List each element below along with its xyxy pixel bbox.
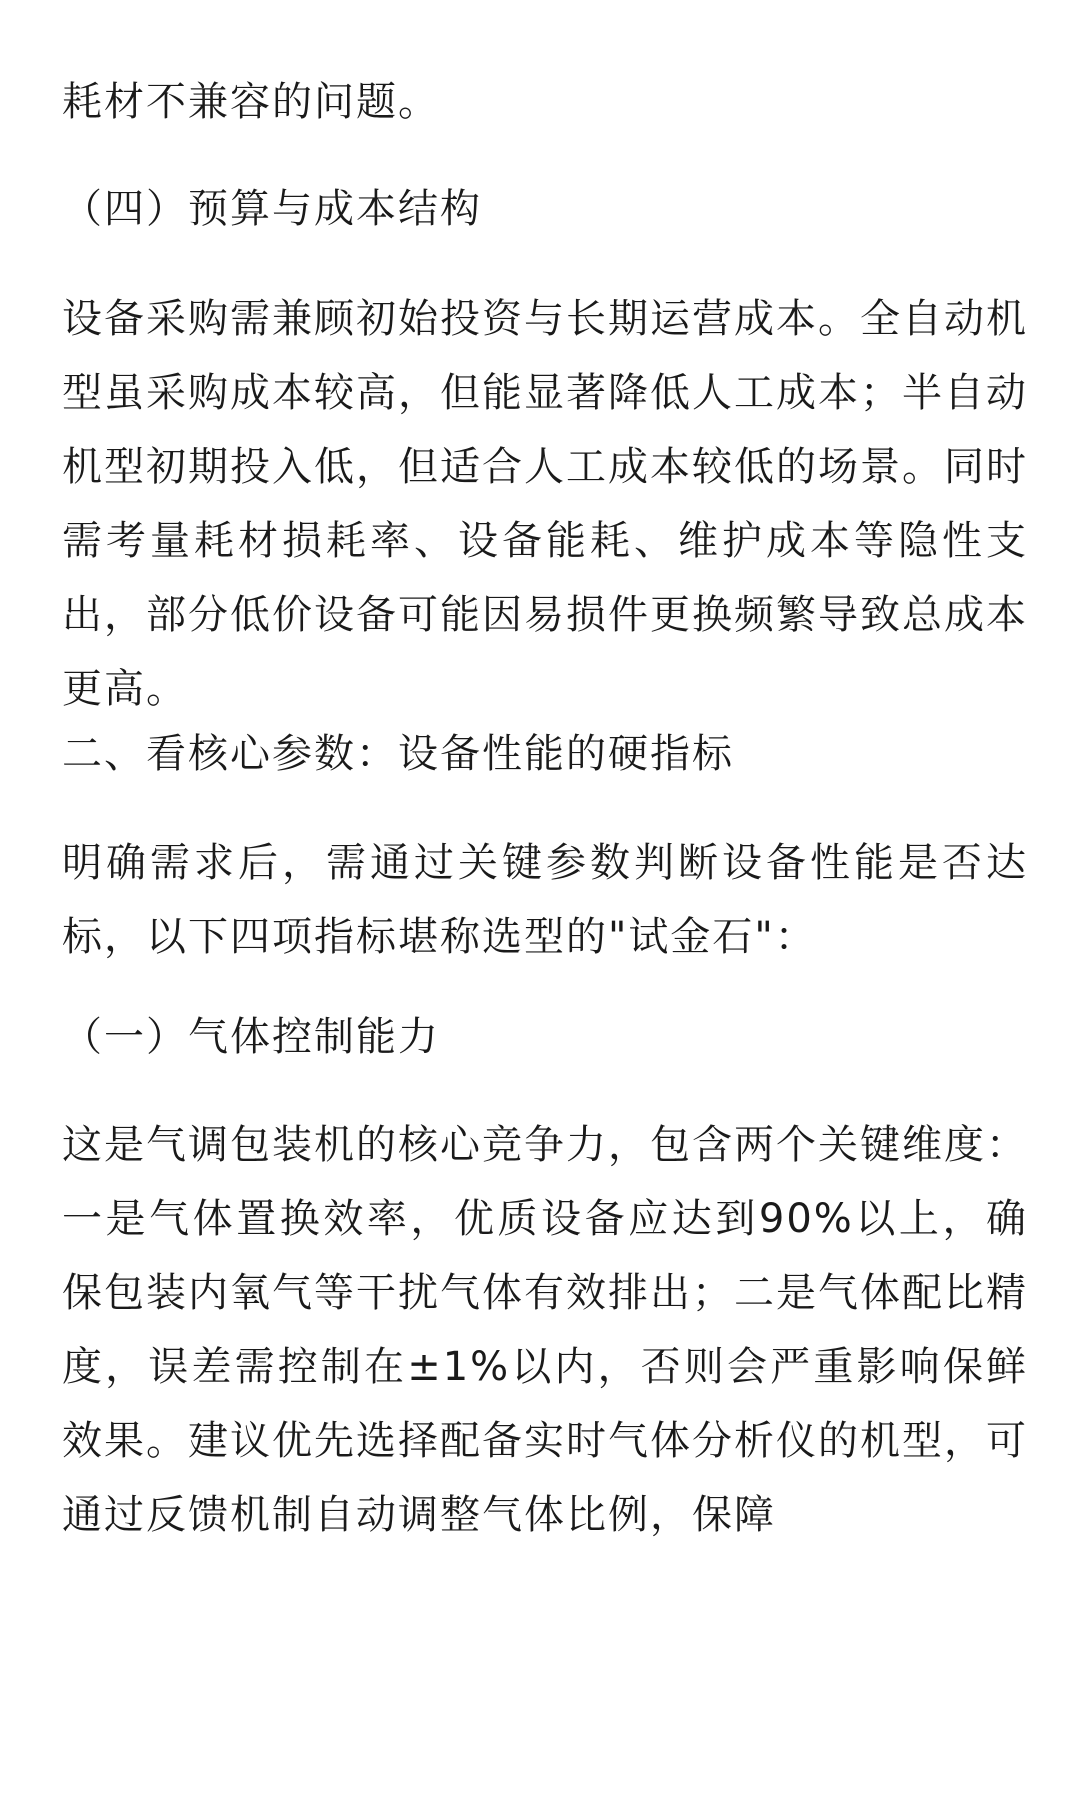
heading-core-params: 二、看核心参数：设备性能的硬指标	[62, 731, 734, 777]
paragraph-core-params: 明确需求后，需通过关键参数判断设备性能是否达标，以下四项指标堪称选型的"试金石"：	[62, 840, 1028, 960]
heading-gas-control: （一）气体控制能力	[62, 1014, 440, 1060]
paragraph-intro-tail: 耗材不兼容的问题。	[62, 79, 440, 125]
paragraph-gas-control: 这是气调包装机的核心竞争力，包含两个关键维度：一是气体置换效率，优质设备应达到90%以上，确保包装内氧气等干扰气体有效排出；二是气体配比精度，误差需控制在±1%以内，否则会严重影响保鲜效果。建议优先选择配备实时气体分析仪的机型，可通过反馈机制自动调整气体比例，保障	[62, 1122, 1028, 1538]
heading-budget-cost: （四）预算与成本结构	[62, 186, 482, 232]
paragraph-budget-cost: 设备采购需兼顾初始投资与长期运营成本。全自动机型虽采购成本较高，但能显著降低人工成本；半自动机型初期投入低，但适合人工成本较低的场景。同时需考量耗材损耗率、设备能耗、维护成本等隐性支出，部分低价设备可能因易损件更换频繁导致总成本更高。	[62, 296, 1028, 712]
